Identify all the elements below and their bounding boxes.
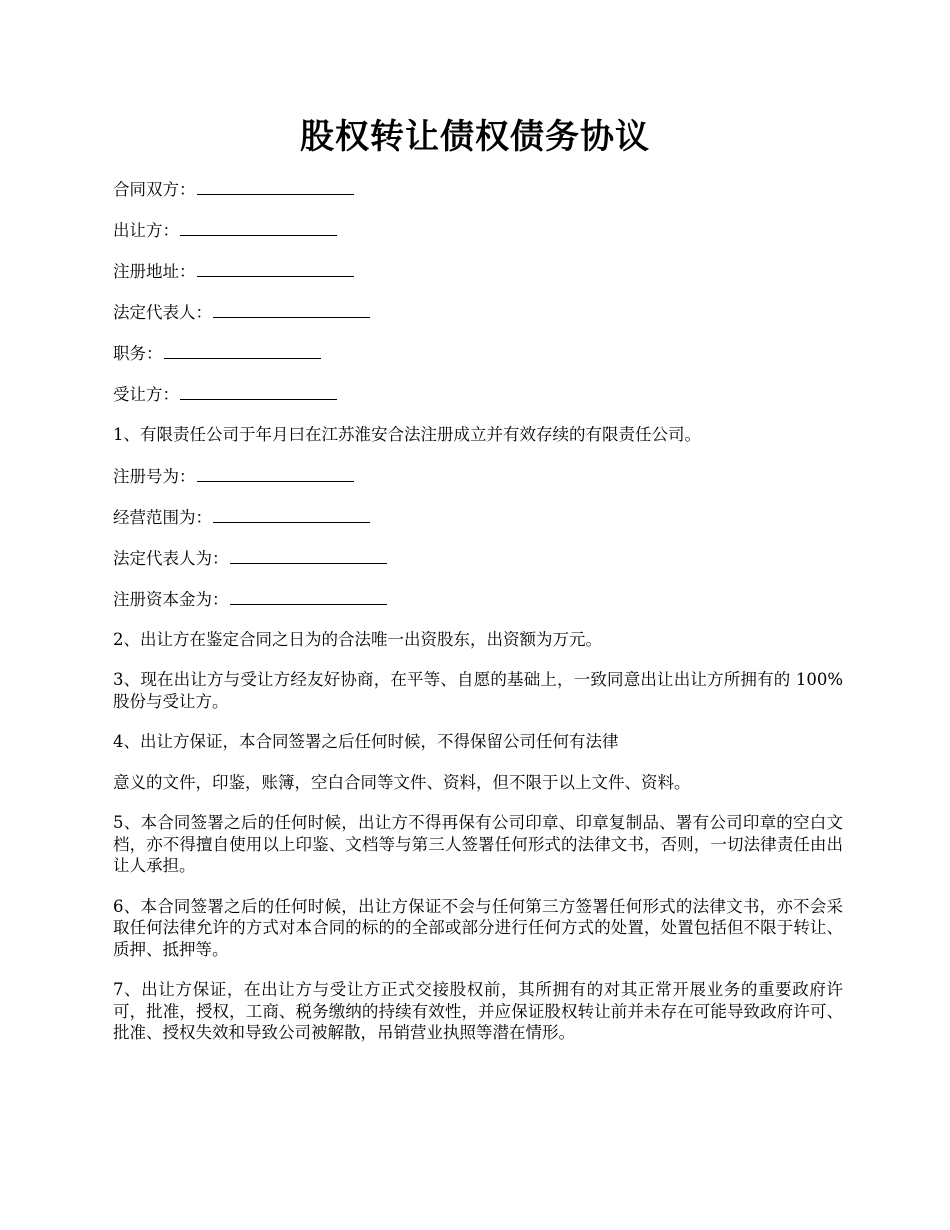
field-transferor — [113, 219, 843, 243]
field-registered-capital — [113, 588, 843, 612]
field-registration-number — [113, 465, 843, 489]
blank-line — [197, 260, 354, 277]
clause-2: 2、出让方在鉴定合同之日为的合法唯一出资股东，出资额为万元。 — [113, 629, 602, 649]
field-legal-representative — [113, 301, 843, 325]
document-title: 股权转让债权债务协议 — [300, 117, 650, 157]
blank-line — [230, 547, 387, 564]
clause-4a: 4、出让方保证，本合同签署之后任何时候，不得保留公司任何有法律 — [113, 732, 619, 751]
document-body — [113, 178, 843, 1063]
field-label: 注册资本金为： — [113, 589, 229, 609]
field-transferee — [113, 383, 843, 407]
clause-3: 3、现在出让方与受让方经友好协商，在平等、自愿的基础上，一致同意出让出让方所拥有的 100%股份与受让方。 — [113, 670, 843, 711]
blank-line — [197, 465, 354, 482]
field-label: 经营范围为： — [113, 507, 212, 527]
blank-line — [230, 588, 387, 605]
blank-line — [180, 219, 337, 236]
clause-7: 7、出让方保证，在出让方与受让方正式交接股权前，其所拥有的对其正常开展业务的重要政府许可，批准，授权，工商、税务缴纳的持续有效性，并应保证股权转让前并未存在可能导致政府许可、批准、授权失效和导致公司被解散，吊销营业执照等潜在情形。 — [113, 980, 843, 1042]
field-label: 注册地址： — [113, 262, 196, 281]
blank-line — [197, 178, 354, 195]
field-position — [113, 342, 843, 366]
field-label: 职务： — [113, 344, 163, 363]
field-legal-representative-is — [113, 547, 843, 571]
clause-1: 1、有限责任公司于年月曰在江苏淮安合法注册成立并有效存续的有限责任公司。 — [113, 425, 701, 444]
field-label: 出让方： — [113, 221, 179, 240]
field-contract-parties — [113, 178, 843, 202]
blank-line — [213, 506, 370, 523]
blank-line — [164, 342, 321, 359]
blank-line — [180, 383, 337, 400]
clause-5: 5、本合同签署之后的任何时候，出让方不得再保有公司印章、印章复制品、署有公司印章的空白文档，亦不得擅自使用以上印鉴、文档等与第三人签署任何形式的法律文书，否则，一切法律责任由出让人承担。 — [113, 813, 843, 875]
field-label: 受让方： — [113, 385, 179, 404]
field-business-scope — [113, 506, 843, 530]
blank-line — [213, 301, 370, 318]
field-label: 法定代表人： — [113, 303, 212, 322]
field-label: 注册号为： — [113, 466, 196, 486]
field-registered-address — [113, 260, 843, 284]
clause-6: 6、本合同签署之后的任何时候，出让方保证不会与任何第三方签署任何形式的法律文书，亦不会采取任何法律允许的方式对本合同的标的的全部或部分进行任何方式的处置，处置包括但不限于转让、质押、抵押等。 — [113, 896, 843, 959]
field-label: 法定代表人为： — [113, 548, 229, 568]
field-label: 合同双方： — [113, 180, 196, 199]
clause-4b: 意义的文件，印鉴，账簿，空白合同等文件、资料，但不限于以上文件、资料。 — [113, 772, 691, 792]
